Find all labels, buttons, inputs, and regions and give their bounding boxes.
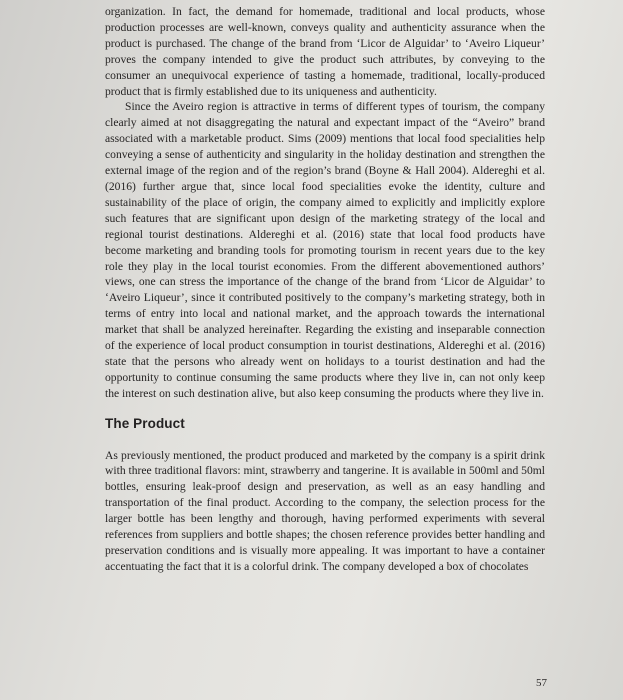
paragraph-2: Since the Aveiro region is attractive in terms of different types of tourism, the company clearly aimed at not disaggregating the natural and expectant impact of the “Aveiro” brand associated with a marketable product. Sims (2009) mentions that local food specialities help conveying a sense of authenticity and singularity in the holiday destination and strengthen the external image of the region and of the region’s brand (Boyne & Hall 2004). Aldereghi et al. (2016) further argue that, since local food specialities evoke the identity, culture and sustainability of the place of origin, the company aimed to explicitly and implicitly explore such features that are significant upon design of the marketing strategy of the local and regional tourist destinations. Aldereghi et al. (2016) state that local food products have become marketing and branding tools for promoting tourism in recent years due to the key role they play in the local tourist economies. From the different abovementioned authors’ views, one can stress the importance of the change of the brand from ‘Licor de Alguidar’ to ‘Aveiro Liqueur’, since it contributed positively to the company’s marketing strategy, both in terms of entry into local and national market, and the approach towards the international market that shall be analyzed hereinafter. Regarding the existing and inseparable connection of the experience of local product consumption in tourist destinations, Aldereghi et al. (2016) state that the persons who already went on holidays to a tourist destination and had the opportunity to continue consuming the same products where they live in, can not only keep the interest on such destination alive, but also keep consuming the products where they live in.: [105, 100, 545, 400]
body-text: [105, 4, 545, 575]
paragraph-1: organization. In fact, the demand for homemade, traditional and local products, whose production processes are well-known, conveys quality and authenticity assurance when the product is purchased. The change of the brand from ‘Licor de Alguidar’ to ‘Aveiro Liqueur’ proves the company intended to give the product such attributes, by conveying to the consumer an unequivocal experience of tasting a homemade, traditional, locally-produced product that is firmly established due to its uniqueness and authenticity.: [105, 5, 545, 98]
page-number: 57: [536, 677, 547, 689]
paragraph-3: As previously mentioned, the product produced and marketed by the company is a spirit drink with three traditional flavors: mint, strawberry and tangerine. It is available in 500ml and 50ml bottles, ensuring leak-proof design and preservation, as well as an easy handling and transportation of the final product. According to the company, the selection process for the larger bottle has been lengthy and thorough, having performed experiments with several references from suppliers and bottle shapes; the chosen reference provides better handling and preservation conditions and is visually more appealing. It was important to have a container accentuating the fact that it is a colorful drink. The company developed a box of chocolates: [105, 448, 545, 573]
section-heading: The Product: [105, 415, 185, 431]
